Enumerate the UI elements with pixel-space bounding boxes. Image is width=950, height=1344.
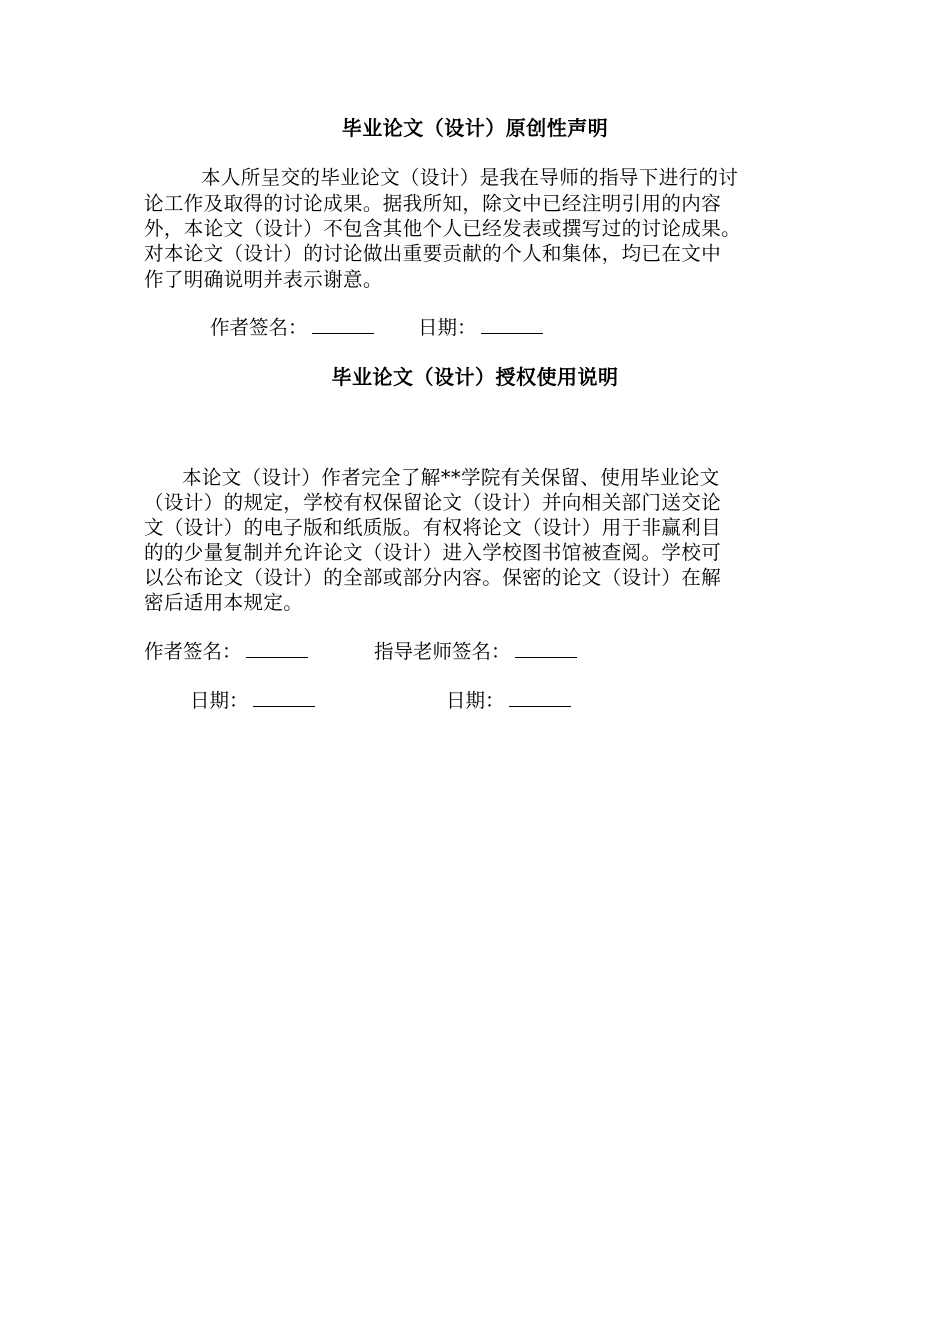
authorization-line-6: 密后适用本规定。: [144, 591, 304, 614]
originality-line-1: 本人所呈交的毕业论文（设计）是我在导师的指导下进行的讨: [201, 166, 739, 189]
authorization-line-2: （设计）的规定，学校有权保留论文（设计）并向相关部门送交论: [144, 491, 722, 514]
originality-line-3: 外，本论文（设计）不包含其他个人已经发表或撰写过的讨论成果。: [144, 217, 742, 240]
originality-title: 毕业论文（设计）原创性声明: [341, 116, 609, 140]
date-blank[interactable]: [509, 688, 571, 707]
date-blank[interactable]: [253, 688, 315, 707]
originality-line-2: 论工作及取得的讨论成果。据我所知，除文中已经注明引用的内容: [144, 192, 722, 215]
authorization-line-5: 以公布论文（设计）的全部或部分内容。保密的论文（设计）在解: [144, 566, 722, 589]
date-blank[interactable]: [481, 315, 543, 334]
authorization-author-signature: [144, 639, 308, 665]
date-label: 日期：: [418, 316, 477, 339]
authorization-line-3: 文（设计）的电子版和纸质版。有权将论文（设计）用于非赢利目: [144, 516, 722, 539]
authorization-line-1: 本论文（设计）作者完全了解**学院有关保留、使用毕业论文: [182, 466, 720, 489]
date-label: 日期：: [190, 689, 249, 712]
advisor-signature-label: 指导老师签名：: [374, 640, 511, 663]
originality-line-4: 对本论文（设计）的讨论做出重要贡献的个人和集体，均已在文中: [144, 242, 722, 265]
authorization-advisor-date: [446, 688, 571, 714]
originality-author-signature: [210, 315, 374, 341]
originality-line-5: 作了明确说明并表示谢意。: [144, 268, 383, 291]
authorization-line-4: 的的少量复制并允许论文（设计）进入学校图书馆被查阅。学校可: [144, 541, 722, 564]
author-signature-label: 作者签名：: [210, 316, 308, 339]
originality-date: [418, 315, 543, 341]
date-label: 日期：: [446, 689, 505, 712]
author-signature-label: 作者签名：: [144, 640, 242, 663]
authorization-author-date: [190, 688, 315, 714]
author-signature-blank[interactable]: [246, 639, 308, 658]
authorization-title: 毕业论文（设计）授权使用说明: [331, 365, 619, 389]
advisor-signature-blank[interactable]: [515, 639, 577, 658]
author-signature-blank[interactable]: [312, 315, 374, 334]
authorization-advisor-signature: [374, 639, 577, 665]
